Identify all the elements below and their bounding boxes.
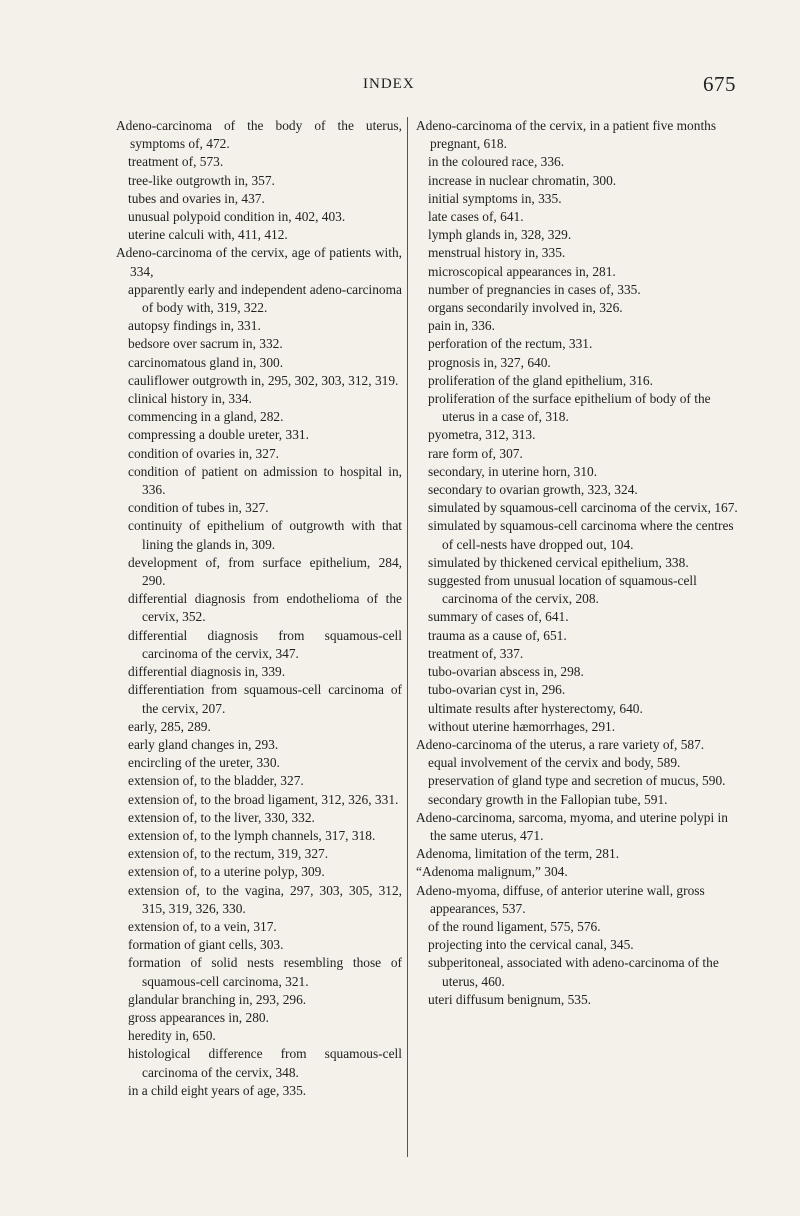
index-heading-entry: Adeno-carcinoma of the uterus, a rare variety of, 587. <box>416 736 705 752</box>
index-subentry: unusual polypoid condition in, 402, 403. <box>128 209 346 225</box>
index-subentry: microscopical appearances in, 281. <box>428 263 616 279</box>
index-subentry: initial symptoms in, 335. <box>428 190 562 206</box>
index-subentry: differentiation from squamous-cell carcinoma of the cervix, 207. <box>128 682 402 716</box>
index-subentry: differential diagnosis from squamous-cell carcinoma of the cervix, 347. <box>128 627 402 661</box>
index-subentry: simulated by squamous-cell carcinoma where the centres of cell-nests have dropped out, 104. <box>428 518 734 552</box>
index-subentry: pain in, 336. <box>428 318 495 334</box>
index-subentry: suggested from unusual location of squamous-cell carcinoma of the cervix, 208. <box>428 573 697 607</box>
index-subentry: without uterine hæmorrhages, 291. <box>428 718 616 734</box>
index-subentry: of the round ligament, 575, 576. <box>428 918 601 934</box>
index-subentry: treatment of, 337. <box>428 645 524 661</box>
index-subentry: extension of, to the lymph channels, 317, 318. <box>128 827 376 843</box>
index-subentry: tubes and ovaries in, 437. <box>128 190 265 206</box>
index-subentry: bedsore over sacrum in, 332. <box>128 336 283 352</box>
index-subentry: number of pregnancies in cases of, 335. <box>428 281 641 297</box>
index-subentry: condition of ovaries in, 327. <box>128 445 279 461</box>
index-heading-entry: Adenoma, limitation of the term, 281. <box>416 846 620 862</box>
index-subentry: prognosis in, 327, 640. <box>428 354 551 370</box>
column-divider <box>407 117 408 1157</box>
index-subentry: equal involvement of the cervix and body, 589. <box>428 755 681 771</box>
index-subentry: increase in nuclear chromatin, 300. <box>428 172 617 188</box>
index-subentry: extension of, to the rectum, 319, 327. <box>128 846 329 862</box>
index-subentry: menstrual history in, 335. <box>428 245 566 261</box>
index-subentry: pyometra, 312, 313. <box>428 427 536 443</box>
running-title: INDEX <box>363 76 415 92</box>
index-subentry: ultimate results after hysterectomy, 640. <box>428 700 643 716</box>
index-subentry: in a child eight years of age, 335. <box>128 1082 307 1098</box>
index-subentry: condition of tubes in, 327. <box>128 500 269 516</box>
page-header <box>116 72 736 102</box>
index-subentry: extension of, to the bladder, 327. <box>128 773 304 789</box>
index-subentry: carcinomatous gland in, 300. <box>128 354 284 370</box>
index-heading-entry: Adeno-carcinoma, sarcoma, myoma, and uterine polypi in the same uterus, 471. <box>416 809 728 843</box>
page-number: 675 <box>703 72 736 96</box>
index-subentry: cauliflower outgrowth in, 295, 302, 303, 312, 319. <box>128 372 399 388</box>
index-subentry: apparently early and independent adeno-carcinoma of body with, 319, 322. <box>128 281 402 316</box>
index-subentry: subperitoneal, associated with adeno-carcinoma of the uterus, 460. <box>428 955 719 989</box>
index-subentry: encircling of the ureter, 330. <box>128 755 280 771</box>
index-heading-entry: Adeno-carcinoma of the cervix, in a patient five months pregnant, 618. <box>416 118 717 152</box>
index-subentry: perforation of the rectum, 331. <box>428 336 593 352</box>
index-subentry: extension of, to a vein, 317. <box>128 918 277 934</box>
index-subentry: commencing in a gland, 282. <box>128 409 284 425</box>
index-subentry: trauma as a cause of, 651. <box>428 627 567 643</box>
index-subentry: proliferation of the gland epithelium, 316. <box>428 372 653 388</box>
index-heading-entry: Adeno-carcinoma of the cervix, age of patients with, 334, <box>116 245 402 279</box>
index-subentry: summary of cases of, 641. <box>428 609 569 625</box>
index-subentry: extension of, to the vagina, 297, 303, 305, 312, 315, 319, 326, 330. <box>128 882 402 916</box>
index-subentry: differential diagnosis from endothelioma of the cervix, 352. <box>128 591 402 625</box>
index-subentry: tubo-ovarian abscess in, 298. <box>428 664 584 680</box>
index-subentry: organs secondarily involved in, 326. <box>428 300 623 316</box>
index-subentry: uteri diffusum benignum, 535. <box>428 991 592 1007</box>
index-subentry: extension of, to the broad ligament, 312, 326, 331. <box>128 791 399 807</box>
index-subentry: tree-like outgrowth in, 357. <box>128 172 275 188</box>
index-subentry: late cases of, 641. <box>428 209 524 225</box>
index-subentry: extension of, to the liver, 330, 332. <box>128 809 315 825</box>
index-subentry: rare form of, 307. <box>428 445 523 461</box>
index-subentry: projecting into the cervical canal, 345. <box>428 937 634 953</box>
index-subentry: tubo-ovarian cyst in, 296. <box>428 682 566 698</box>
index-subentry: secondary growth in the Fallopian tube, 591. <box>428 791 668 807</box>
index-subentry: formation of giant cells, 303. <box>128 937 284 953</box>
index-subentry: early, 285, 289. <box>128 718 211 734</box>
index-subentry: autopsy findings in, 331. <box>128 318 261 334</box>
index-column-left <box>116 117 402 1100</box>
index-subentry: formation of solid nests resembling those of squamous-cell carcinoma, 321. <box>128 955 402 989</box>
index-heading-entry: “Adenoma malignum,” 304. <box>416 864 568 880</box>
index-subentry: development of, from surface epithelium, 284, 290. <box>128 554 402 589</box>
index-subentry: compressing a double ureter, 331. <box>128 427 309 443</box>
index-subentry: uterine calculi with, 411, 412. <box>128 227 288 243</box>
index-subentry: proliferation of the surface epithelium of body of the uterus in a case of, 318. <box>428 391 711 425</box>
index-subentry: heredity in, 650. <box>128 1028 216 1044</box>
index-subentry: secondary to ovarian growth, 323, 324. <box>428 482 638 498</box>
index-subentry: in the coloured race, 336. <box>428 154 565 170</box>
index-subentry: extension of, to a uterine polyp, 309. <box>128 864 325 880</box>
index-subentry: gross appearances in, 280. <box>128 1009 269 1025</box>
index-subentry: histological difference from squamous-cell carcinoma of the cervix, 348. <box>128 1046 402 1080</box>
index-subentry: simulated by squamous-cell carcinoma of the cervix, 167. <box>428 500 738 516</box>
index-subentry: lymph glands in, 328, 329. <box>428 227 572 243</box>
index-subentry: preservation of gland type and secretion of mucus, 590. <box>428 773 726 789</box>
index-column-right <box>416 117 738 1009</box>
index-subentry: clinical history in, 334. <box>128 391 252 407</box>
index-subentry: treatment of, 573. <box>128 154 224 170</box>
index-subentry: condition of patient on admission to hospital in, 336. <box>128 463 402 498</box>
index-heading-entry: Adeno-myoma, diffuse, of anterior uterine wall, gross appearances, 537. <box>416 882 705 916</box>
index-subentry: differential diagnosis in, 339. <box>128 664 286 680</box>
index-subentry: secondary, in uterine horn, 310. <box>428 463 598 479</box>
index-heading-entry: Adeno-carcinoma of the body of the uterus, symptoms of, 472. <box>116 118 402 152</box>
index-subentry: simulated by thickened cervical epithelium, 338. <box>428 554 689 570</box>
index-subentry: continuity of epithelium of outgrowth with that lining the glands in, 309. <box>128 518 402 552</box>
index-subentry: early gland changes in, 293. <box>128 736 279 752</box>
index-subentry: glandular branching in, 293, 296. <box>128 991 307 1007</box>
